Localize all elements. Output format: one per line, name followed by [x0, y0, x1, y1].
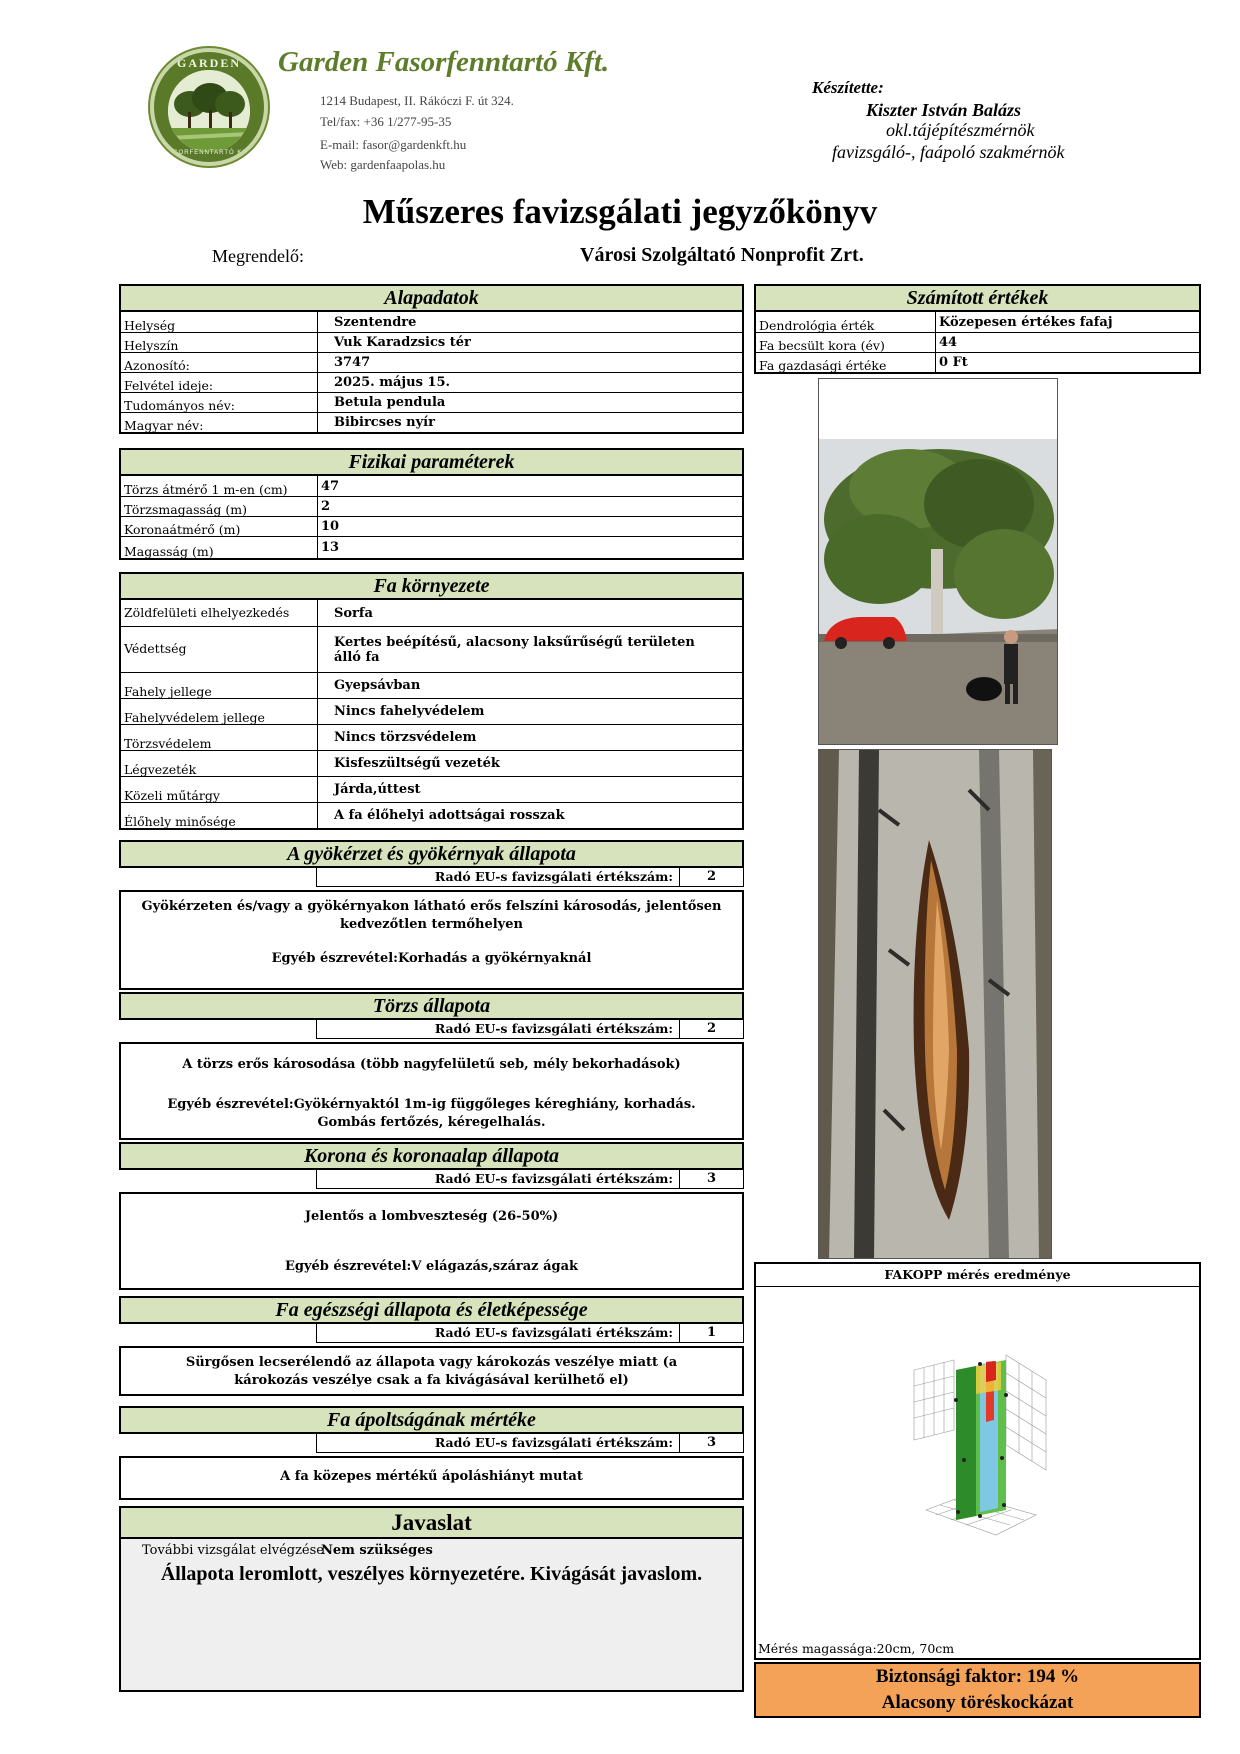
- trunk-score-row: [119, 1020, 744, 1039]
- table-row: [756, 312, 1199, 332]
- row-value: Közepesen értékes fafaj: [939, 314, 1113, 330]
- trunk-title: Törzs állapota: [119, 992, 744, 1020]
- row-label: Helyszín: [121, 333, 318, 352]
- crown-score-row: [119, 1170, 744, 1189]
- roots-score: 2: [680, 868, 744, 887]
- orderer-label: Megrendelő:: [212, 246, 304, 266]
- fakopp-title: FAKOPP mérés eredménye: [756, 1264, 1199, 1287]
- health-text: Sürgősen lecserélendő az állapota vagy károkozás veszélye miatt (a károkozás veszélye csak a fa kivágásával kerülhető el): [185, 1355, 678, 1388]
- table-row: [121, 312, 742, 332]
- row-value: Nincs fahelyvédelem: [334, 704, 485, 719]
- care-section: [119, 1406, 744, 1500]
- table-row: [121, 412, 742, 432]
- care-description: [119, 1456, 744, 1500]
- fakopp-result: [754, 1662, 1201, 1718]
- orderer-value: Városi Szolgáltató Nonprofit Zrt.: [580, 244, 864, 266]
- table-row: [121, 626, 742, 672]
- row-value: 3747: [334, 355, 371, 370]
- roots-section: [119, 840, 744, 990]
- table-row: [121, 352, 742, 372]
- environment-section: [119, 572, 744, 830]
- health-title: Fa egészségi állapota és életképessége: [119, 1296, 744, 1324]
- care-score-row: [119, 1434, 744, 1453]
- roots-description: [119, 890, 744, 990]
- crown-title: Korona és koronaalap állapota: [119, 1142, 744, 1170]
- company-name: Garden Fasorfenntartó Kft.: [278, 46, 610, 78]
- fakopp-tomography-graphic: [906, 1340, 1066, 1574]
- further-exam-value: Nem szükséges: [321, 1543, 433, 1558]
- row-label: Koronaátmérő (m): [121, 517, 318, 536]
- score-label: Radó EU-s favizsgálati értékszám:: [316, 1020, 680, 1039]
- fakopp-measure-height: Mérés magassága:20cm, 70cm: [758, 1641, 955, 1656]
- safety-factor: Biztonsági faktor: 194 %: [875, 1666, 1080, 1687]
- row-value: Vuk Karadzsics tér: [334, 335, 471, 350]
- care-text: A fa közepes mértékű ápoláshiányt mutat: [280, 1469, 583, 1484]
- recommendation-body: [119, 1539, 744, 1692]
- table-row: [121, 698, 742, 724]
- recommendation-title: Javaslat: [119, 1506, 744, 1539]
- table-row: [121, 372, 742, 392]
- table-row: [121, 600, 742, 626]
- row-value: Járda,úttest: [334, 782, 421, 797]
- score-label: Radó EU-s favizsgálati értékszám:: [316, 1434, 680, 1453]
- calculated-table: [754, 312, 1201, 374]
- author-title-1: okl.tájépítészmérnök: [886, 120, 1035, 140]
- basic-data-title: Alapadatok: [119, 284, 744, 312]
- row-label: Törzsvédelem: [121, 725, 318, 750]
- logo-tree-graphic: [168, 70, 250, 152]
- row-value: Betula pendula: [334, 395, 446, 410]
- trunk-section: [119, 992, 744, 1140]
- row-label: Légvezeték: [121, 751, 318, 776]
- table-row: [121, 750, 742, 776]
- row-label: Fa becsült kora (év): [756, 333, 936, 352]
- health-score: 1: [680, 1324, 744, 1343]
- trunk-description: [119, 1042, 744, 1140]
- row-value: 0 Ft: [939, 355, 968, 370]
- care-title: Fa ápoltságának mértéke: [119, 1406, 744, 1434]
- row-value: 13: [321, 540, 340, 555]
- crown-note: Egyéb észrevétel:V elágazás,száraz ágak: [284, 1259, 579, 1274]
- crown-section: [119, 1142, 744, 1290]
- score-label: Radó EU-s favizsgálati értékszám:: [316, 868, 680, 887]
- company-phone: Tel/fax: +36 1/277-95-35: [320, 114, 452, 129]
- health-description: [119, 1346, 744, 1396]
- row-value: Szentendre: [334, 314, 417, 330]
- row-label: Tudományos név:: [121, 393, 318, 412]
- row-label: Fahelyvédelem jellege: [121, 699, 318, 724]
- table-row: [121, 496, 742, 516]
- company-email: E-mail: fasor@gardenkft.hu: [320, 137, 467, 152]
- table-row: [121, 802, 742, 828]
- logo-text-top: GARDEN: [176, 56, 241, 70]
- table-row: [121, 476, 742, 496]
- row-value: Kisfeszültségű vezeték: [334, 756, 500, 771]
- table-row: [756, 332, 1199, 352]
- row-label: Dendrológia érték: [756, 312, 936, 332]
- row-value: Gyepsávban: [334, 678, 421, 693]
- author-name: Kiszter István Balázs: [866, 100, 1022, 120]
- logo-text-bottom: FASORFENNTARTÓ KFT.: [164, 150, 254, 156]
- physical-section: [119, 448, 744, 560]
- table-row: [121, 536, 742, 558]
- row-label: Fahely jellege: [121, 673, 318, 698]
- row-label: Zöldfelületi elhelyezkedés: [121, 600, 318, 626]
- health-score-row: [119, 1324, 744, 1343]
- company-logo: [150, 48, 268, 166]
- roots-note: Egyéb észrevétel:Korhadás a gyökérnyaknál: [271, 951, 592, 966]
- row-value: 44: [939, 335, 958, 350]
- table-row: [121, 724, 742, 750]
- row-label: Védettség: [121, 627, 318, 672]
- row-label: Helység: [121, 312, 318, 332]
- row-label: Azonosító:: [121, 353, 318, 372]
- trunk-note: Egyéb észrevétel:Gyökérnyaktól 1m-ig függőleges kéreghiány, korhadás. Gombás fertőzés, kéregelhalás.: [167, 1097, 696, 1130]
- trunk-score: 2: [680, 1020, 744, 1039]
- score-label: Radó EU-s favizsgálati értékszám:: [316, 1170, 680, 1189]
- tree-overview-photo: [818, 378, 1058, 745]
- row-value: A fa élőhelyi adottságai rosszak: [334, 808, 565, 823]
- score-label: Radó EU-s favizsgálati értékszám:: [316, 1324, 680, 1343]
- physical-table: [119, 476, 744, 560]
- row-label: Törzsmagasság (m): [121, 497, 318, 516]
- recommendation-section: [119, 1506, 744, 1692]
- care-score: 3: [680, 1434, 744, 1453]
- table-row: [756, 352, 1199, 372]
- environment-table: [119, 600, 744, 830]
- calculated-title: Számított értékek: [754, 284, 1201, 312]
- crown-score: 3: [680, 1170, 744, 1189]
- row-value: 2: [321, 499, 331, 514]
- row-value: 47: [321, 478, 340, 494]
- fakopp-section: [754, 1262, 1201, 1660]
- row-label: Magyar név:: [121, 413, 318, 432]
- table-row: [121, 516, 742, 536]
- health-section: [119, 1296, 744, 1396]
- trunk-text: A törzs erős károsodása (több nagyfelületű seb, mély bekorhadások): [182, 1057, 681, 1072]
- crown-description: [119, 1192, 744, 1290]
- table-row: [121, 332, 742, 352]
- environment-title: Fa környezete: [119, 572, 744, 600]
- roots-title: A gyökérzet és gyökérnyak állapota: [119, 840, 744, 868]
- recommendation-text: Állapota leromlott, veszélyes környezetére. Kivágását javaslom.: [160, 1563, 703, 1585]
- row-label: Felvétel ideje:: [121, 373, 318, 392]
- row-value: Sorfa: [334, 605, 373, 621]
- prepared-by-label: Készítette:: [812, 78, 884, 97]
- document-title: Műszeres favizsgálati jegyzőkönyv: [362, 192, 878, 231]
- further-exam-label: További vizsgálat elvégzése: [142, 1543, 324, 1558]
- fracture-risk: Alacsony töréskockázat: [881, 1692, 1074, 1713]
- basic-data-table: [119, 312, 744, 434]
- calculated-section: [754, 284, 1201, 374]
- trunk-damage-photo: [818, 749, 1052, 1259]
- row-value: Nincs törzsvédelem: [334, 730, 477, 745]
- row-value: 10: [321, 519, 340, 534]
- company-web: Web: gardenfaapolas.hu: [320, 157, 446, 172]
- row-label: Élőhely minősége: [121, 803, 318, 828]
- row-value: Bibircses nyír: [334, 415, 435, 430]
- row-label: Törzs átmérő 1 m-en (cm): [121, 476, 318, 496]
- physical-title: Fizikai paraméterek: [119, 448, 744, 476]
- row-label: Magasság (m): [121, 537, 318, 558]
- company-address: 1214 Budapest, II. Rákóczi F. út 324.: [320, 93, 514, 108]
- row-label: Közeli műtárgy: [121, 777, 318, 802]
- roots-score-row: [119, 868, 744, 887]
- row-value: Kertes beépítésű, alacsony laksűrűségű területen álló fa: [334, 634, 695, 665]
- crown-text: Jelentős a lombveszteség (26-50%): [304, 1209, 559, 1224]
- table-row: [121, 776, 742, 802]
- author-title-2: favizsgáló-, faápoló szakmérnök: [832, 142, 1065, 162]
- roots-text: Gyökérzeten és/vagy a gyökérnyakon látható erős felszíni károsodás, jelentősen kedvezőtlen termőhelyen: [141, 899, 722, 932]
- table-row: [121, 672, 742, 698]
- basic-data-section: [119, 284, 744, 434]
- table-row: [121, 392, 742, 412]
- row-value: 2025. május 15.: [334, 375, 451, 390]
- row-label: Fa gazdasági értéke: [756, 353, 936, 372]
